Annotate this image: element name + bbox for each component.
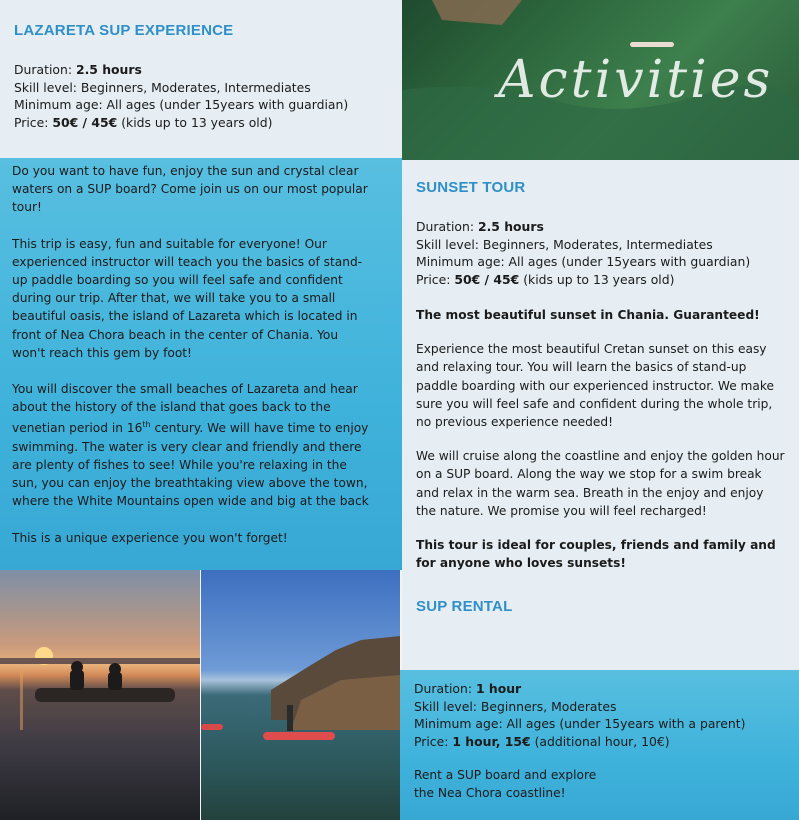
- sunset-skill: Skill level: Beginners, Moderates, Intermediates: [416, 236, 713, 252]
- coast-scene-illustration: [201, 570, 400, 820]
- rental-duration: Duration: 1 hour: [414, 681, 522, 696]
- lazareta-discover: You will discover the small beaches of Lazareta and hear about the history of the island that goes back to the venetian period in 16th century. We will have time to enjoy swimming. The water is very clear and friendly and there are plenty of fishes to see! While you're relaxing in the sun, you can enjoy the breathtaking view above the town, where the White Mountains open wide and big at the back: [12, 382, 369, 509]
- rocky-coast-photo: [201, 570, 400, 820]
- sunset-experience: Experience the most beautiful Cretan sunset on this easy and relaxing tour. You will learn the basics of stand-up paddle boarding with our experienced instructor. We make sure you will feel safe and confident during the whole trip, no previous experience needed!: [416, 342, 775, 430]
- lazareta-duration: Duration: 2.5 hours: [14, 62, 142, 77]
- sunset-audience: This tour is ideal for couples, friends and family and for anyone who loves sunsets!: [416, 538, 776, 571]
- lazareta-info-panel: [0, 0, 402, 158]
- rental-skill: Skill level: Beginners, Moderates: [414, 698, 617, 714]
- sup-rental-panel: [400, 670, 799, 820]
- rental-age: Minimum age: All ages (under 15years with a parent): [414, 716, 746, 731]
- sunset-price: Price: 50€ / 45€ (kids up to 13 years old): [416, 271, 675, 287]
- sunset-tour-panel: [402, 160, 799, 670]
- sunset-duration: Duration: 2.5 hours: [416, 219, 544, 234]
- lazareta-price: Price: 50€ / 45€ (kids up to 13 years old): [14, 114, 273, 130]
- sunset-paddlers-photo: [0, 570, 200, 820]
- activities-script-title: Activities: [498, 50, 774, 110]
- sunset-scene-illustration: [0, 570, 200, 820]
- lazareta-trip-details: This trip is easy, fun and suitable for everyone! Our experienced instructor will teach you the basics of stand-up paddle boarding so you will feel safe and confident during our trip. After that, we will take you to a small beautiful oasis, the island of Lazareta which is located in front of Nea Chora beach in the center of Chania. You won't reach this gem by foot!: [12, 236, 363, 360]
- rental-description: Rent a SUP board and explore the Nea Chora coastline!: [414, 768, 597, 801]
- lazareta-description-panel: [0, 158, 402, 570]
- lazareta-skill: Skill level: Beginners, Moderates, Intermediates: [14, 79, 311, 95]
- activities-header-photo: [402, 0, 799, 160]
- sunset-age: Minimum age: All ages (under 15years with guardian): [416, 254, 751, 269]
- sunset-cruise: We will cruise along the coastline and enjoy the golden hour on a SUP board. Along the way we stop for a swim break and relax in the warm sea. Breath in the enjoy and enjoy the nature. We promise you will feel recharged!: [416, 449, 785, 518]
- lazareta-title: LAZARETA SUP EXPERIENCE: [14, 22, 234, 39]
- sunset-tagline: The most beautiful sunset in Chania. Guaranteed!: [416, 308, 760, 322]
- lazareta-intro: Do you want to have fun, enjoy the sun and crystal clear waters on a SUP board? Come join us on our most popular tour!: [12, 164, 368, 215]
- lazareta-closing: This is a unique experience you won't forget!: [12, 530, 288, 545]
- rental-price: Price: 1 hour, 15€ (additional hour, 10€): [414, 733, 670, 749]
- rental-title: SUP RENTAL: [416, 598, 513, 616]
- lazareta-age: Minimum age: All ages (under 15years with guardian): [14, 97, 349, 112]
- sunset-title: SUNSET TOUR: [416, 179, 526, 196]
